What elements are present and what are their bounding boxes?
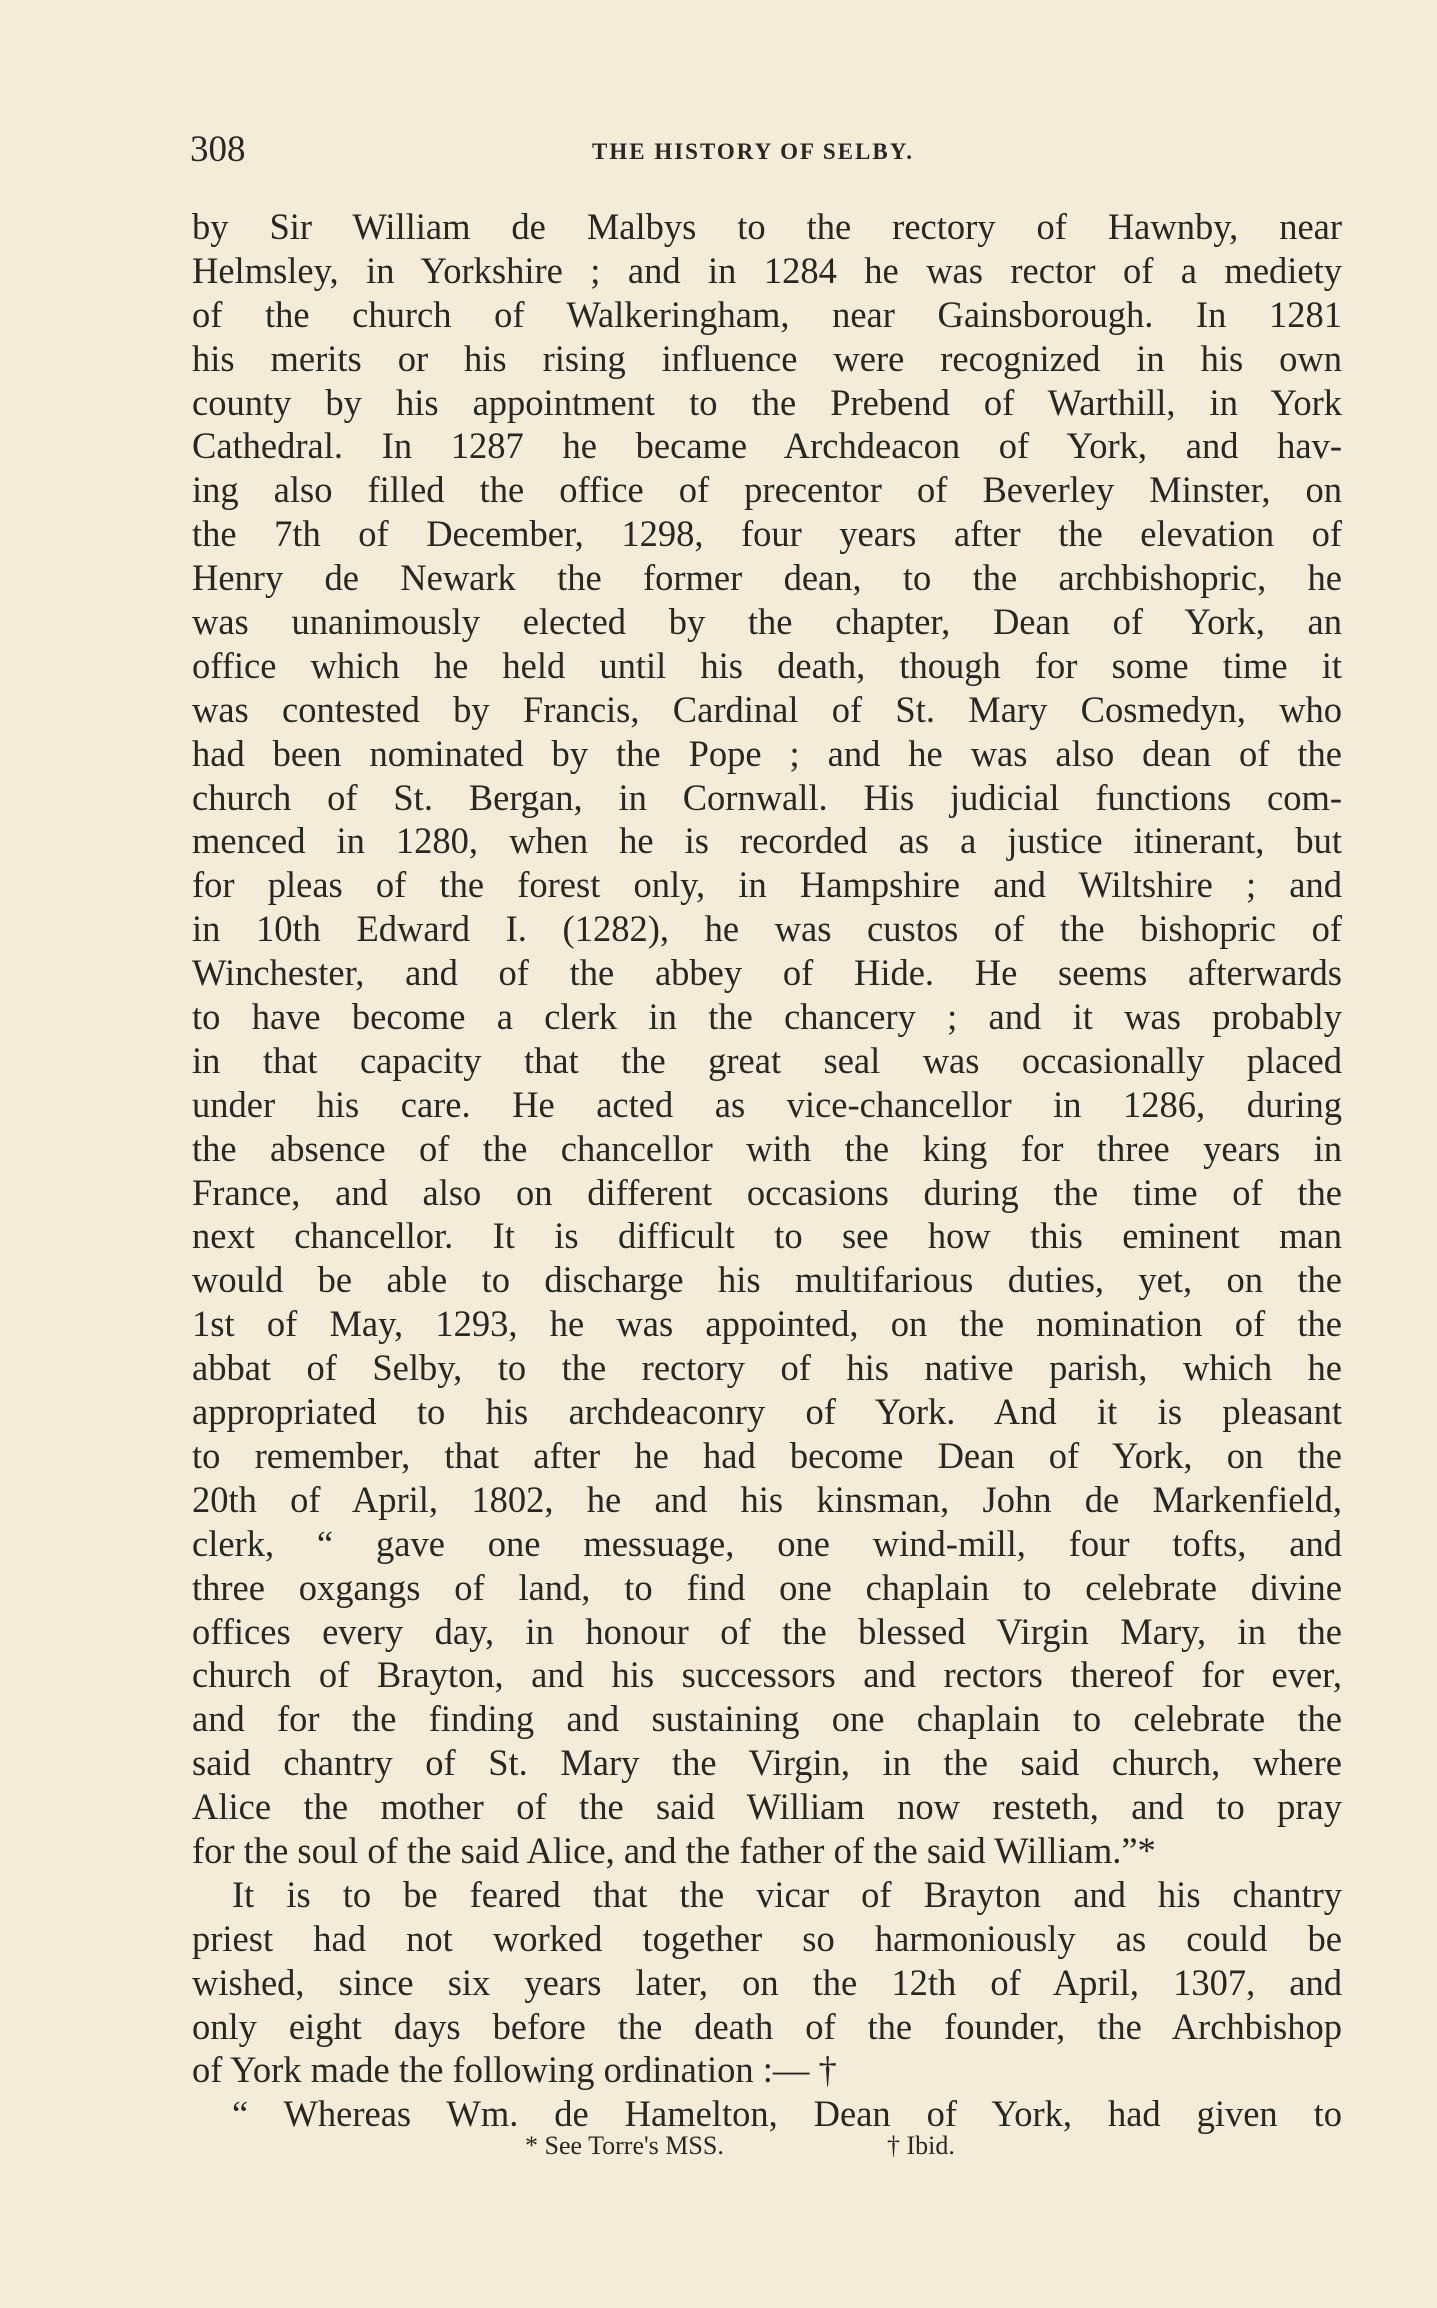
page-number: 308 [190, 129, 246, 170]
text-line: 20th of April, 1802, he and his kinsman, John de Markenfield, [192, 1478, 1342, 1520]
text-line: 1st of May, 1293, he was appointed, on the nomination of the [192, 1303, 1342, 1345]
text-line: was unanimously elected by the chapter, Dean of York, an [192, 601, 1342, 643]
text-line: of York made the following ordination :— † [192, 2049, 837, 2091]
text-line: clerk, “ gave one messuage, one wind-mill, four tofts, and [192, 1522, 1342, 1564]
text-line: three oxgangs of land, to find one chaplain to celebrate divine [192, 1566, 1342, 1608]
text-line: of the church of Walkeringham, near Gainsborough. In 1281 [192, 293, 1342, 335]
text-line: church of Brayton, and his successors and rectors thereof for ever, [192, 1654, 1342, 1696]
text-line: had been nominated by the Pope ; and he was also dean of the [192, 732, 1342, 774]
text-line: appropriated to his archdeaconry of York. And it is pleasant [192, 1391, 1342, 1433]
text-line: abbat of Selby, to the rectory of his native parish, which he [192, 1347, 1342, 1389]
text-line: offices every day, in honour of the blessed Virgin Mary, in the [192, 1610, 1342, 1652]
body-text [192, 205, 1342, 2136]
running-title: THE HISTORY OF SELBY. [592, 139, 914, 164]
text-line: county by his appointment to the Prebend of Warthill, in York [192, 381, 1342, 423]
text-line: only eight days before the death of the founder, the Archbishop [192, 2005, 1342, 2047]
text-line: said chantry of St. Mary the Virgin, in the said church, where [192, 1742, 1342, 1784]
text-line: France, and also on different occasions during the time of the [192, 1171, 1342, 1213]
text-line: would be able to discharge his multifarious duties, yet, on the [192, 1259, 1342, 1301]
text-line: and for the finding and sustaining one chaplain to celebrate the [192, 1698, 1342, 1740]
text-line: by Sir William de Malbys to the rectory of Hawnby, near [192, 206, 1342, 247]
text-line: his merits or his rising influence were recognized in his own [192, 337, 1342, 379]
text-line: under his care. He acted as vice-chancellor in 1286, during [192, 1083, 1342, 1125]
text-line: Helmsley, in Yorkshire ; and in 1284 he was rector of a mediety [192, 249, 1342, 291]
text-line: ing also filled the office of precentor of Beverley Minster, on [192, 469, 1342, 511]
text-line: for the soul of the said Alice, and the father of the said William.”* [192, 1829, 1156, 1871]
running-head [190, 128, 1340, 172]
text-line: in that capacity that the great seal was occasionally placed [192, 1039, 1342, 1081]
text-line: to remember, that after he had become Dean of York, on the [192, 1434, 1342, 1476]
text-line: was contested by Francis, Cardinal of St. Mary Cosmedyn, who [192, 688, 1342, 730]
text-line: next chancellor. It is difficult to see how this eminent man [192, 1215, 1342, 1257]
footnote: * See Torre's MSS. [525, 2131, 724, 2160]
text-line: It is to be feared that the vicar of Brayton and his chantry [232, 1873, 1342, 1915]
text-line: Henry de Newark the former dean, to the archbishopric, he [192, 557, 1342, 599]
text-line: in 10th Edward I. (1282), he was custos of the bishopric of [192, 908, 1342, 950]
text-line: for pleas of the forest only, in Hampshire and Wiltshire ; and [192, 864, 1342, 906]
text-line: office which he held until his death, though for some time it [192, 644, 1342, 686]
text-line: “ Whereas Wm. de Hamelton, Dean of York, had given to [232, 2093, 1342, 2135]
text-line: to have become a clerk in the chancery ; and it was probably [192, 996, 1342, 1038]
text-line: Winchester, and of the abbey of Hide. He seems afterwards [192, 952, 1342, 994]
footnotes [525, 2126, 1125, 2166]
text-line: Alice the mother of the said William now resteth, and to pray [192, 1786, 1342, 1828]
text-line: priest had not worked together so harmoniously as could be [192, 1917, 1342, 1959]
text-line: menced in 1280, when he is recorded as a justice itinerant, but [192, 820, 1342, 862]
text-line: the absence of the chancellor with the king for three years in [192, 1127, 1342, 1169]
text-line: church of St. Bergan, in Cornwall. His judicial functions com- [192, 776, 1342, 818]
footnote: † Ibid. [887, 2131, 955, 2160]
text-line: Cathedral. In 1287 he became Archdeacon of York, and hav- [192, 425, 1342, 467]
text-line: the 7th of December, 1298, four years after the elevation of [192, 513, 1342, 555]
text-line: wished, since six years later, on the 12th of April, 1307, and [192, 1961, 1342, 2003]
